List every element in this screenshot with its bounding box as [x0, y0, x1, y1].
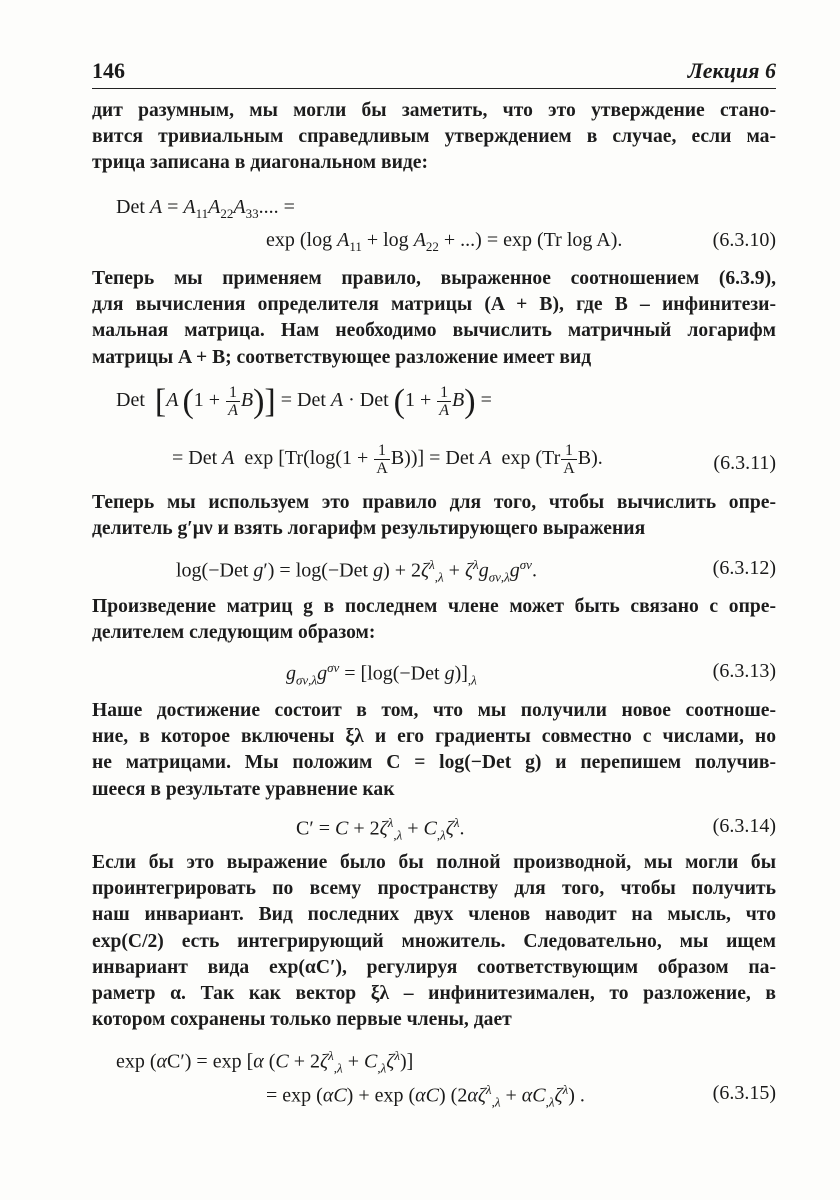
equation-6-3-11-line-2: = Det A exp [Tr(log(1 + $\frac{1}{A}$ B))] = Det A exp (Tr $\frac{1}{A}$ B).: [172, 442, 603, 477]
text-line: мальная матрица. Нам необходимо вычислить матричный логарифм: [92, 320, 776, 342]
equation-number: (6.3.11): [713, 452, 776, 474]
text-line: наш инвариант. Вид последних двух членов наводит на мысль, что: [92, 904, 776, 926]
equation-6-3-11-line-1: Det [A (1 + $\frac{1}{A}$ B)] = Det A · Det (1 + $\frac{1}{A}$ B) =: [116, 383, 492, 421]
equation-number: (6.3.10): [712, 229, 776, 251]
equation-6-3-14: $C' = C + 2\zeta^\lambda_{,\lambda} + C_{,\lambda}\zeta^\lambda$.: [296, 815, 465, 843]
paragraph-1: [92, 98, 776, 177]
text-line: не матрицами. Мы положим C = log(−Det g) и перепишем получив-: [92, 752, 776, 774]
paragraph-5: [92, 698, 776, 803]
equation-6-3-10-line-2: exp (log $A_{11} + \log A_{22}$ + ...) = exp (Tr log A).: [266, 229, 623, 254]
header-rule: [92, 88, 776, 89]
equation-6-3-13: $g_{\sigma\nu,\lambda}g^{\sigma\nu} = [\log(-Det$ $g)]_{,\lambda}$: [286, 660, 477, 688]
equation-6-3-12: log(−Det g′) = log(−Det $g) + 2\zeta^\lambda_{,\lambda} + \zeta^\lambda g_{\sigma\nu,\lambda}g^{\sigma\nu}$.: [176, 557, 537, 585]
equation-number: (6.3.12): [712, 557, 776, 579]
text-line: Теперь мы применяем правило, выраженное соотношением (6.3.9),: [92, 268, 776, 289]
text-line: раметр α. Так как вектор ξλ – инфинитезимален, то разложение, в: [92, 983, 776, 1005]
text-line: Теперь мы используем это правило для того, чтобы вычислить опре-: [92, 492, 776, 513]
text-line: exp(C/2) есть интегрирующий множитель. Следовательно, мы ищем: [92, 930, 776, 952]
text-line: делитель g′μν и взять логарифм результирующего выражения: [92, 518, 646, 540]
equation-6-3-10-line-1: Det $A = A_{11}A_{22}A_{33}$.... =: [116, 196, 295, 221]
text-line: котором сохранены только первые члены, дает: [92, 1009, 512, 1031]
text-line: делителем следующим образом:: [92, 622, 376, 644]
text-line: трица записана в диагональном виде:: [92, 152, 429, 174]
text-line: инвариант вида exp(αC′), регулируя соответствующим образом па-: [92, 956, 776, 978]
paragraph-6: [92, 850, 776, 1033]
text-line: ние, в которое включены ξλ и его градиенты совместно с числами, но: [92, 726, 776, 748]
text-line: матрицы A + B; соответствующее разложение имеет вид: [92, 346, 592, 368]
paragraph-4: [92, 594, 776, 646]
text-line: вится тривиальным справедливым утверждением в случае, если ма-: [92, 126, 776, 148]
running-header: [92, 56, 776, 86]
text-line: шееся в результате уравнение как: [92, 778, 395, 800]
page-number: 146: [92, 58, 125, 83]
paragraph-3: [92, 490, 776, 542]
equation-6-3-15-line-1: exp (αC′) = exp [α $(C + 2\zeta^\lambda_{,\lambda} + C_{,\lambda}\zeta^\lambda)$]: [116, 1048, 414, 1076]
text-line: проинтегрировать по всему пространству для того, чтобы получить: [92, 878, 776, 900]
lecture-title: Лекция 6: [687, 58, 776, 83]
paragraph-2: [92, 266, 776, 371]
text-line: Наше достижение состоит в том, что мы получили новое соотноше-: [92, 700, 776, 721]
equation-number: (6.3.15): [712, 1082, 776, 1104]
equation-6-3-15-line-2: = exp (αC) + exp (αC) $(2\alpha\zeta^\lambda_{,\lambda} + \alpha C_{,\lambda}\zeta^\lambda)$ .: [266, 1082, 585, 1110]
equation-number: (6.3.13): [712, 660, 776, 682]
text-line: Если бы это выражение было бы полной производной, мы могли бы: [92, 852, 776, 873]
text-line: дит разумным, мы могли бы заметить, что это утверждение стано-: [92, 100, 776, 121]
equation-number: (6.3.14): [712, 815, 776, 837]
text-line: для вычисления определителя матрицы (A + B), где B – инфинитези-: [92, 294, 776, 316]
text-line: Произведение матриц g в последнем члене может быть связано с опре-: [92, 596, 776, 617]
